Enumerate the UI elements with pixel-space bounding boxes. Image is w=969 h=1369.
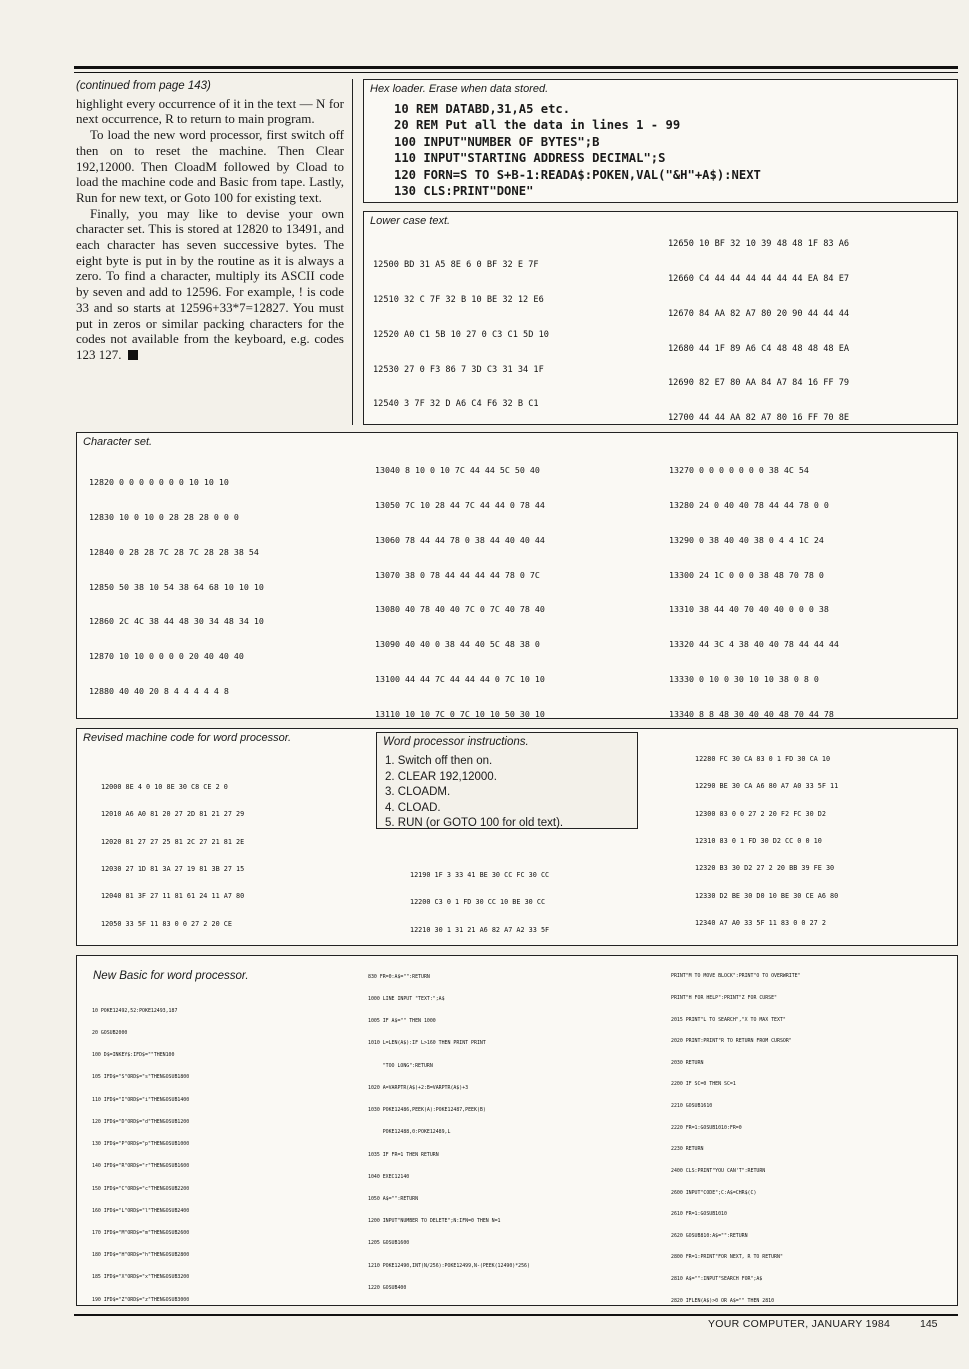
code-line: 185 IFD$="X"ORD$="x"THENGOSUB3200 — [92, 1274, 190, 1281]
hex-loader-title: Hex loader. Erase when data stored. — [370, 83, 549, 95]
code-line: 2230 RETURN — [671, 1146, 704, 1153]
column-divider — [352, 79, 353, 425]
hex-line: 12190 1F 3 33 41 BE 30 CC FC 30 CC — [410, 871, 550, 880]
code-line: 180 IFD$="H"ORD$="h"THENGOSUB2800 — [92, 1252, 190, 1259]
code-line: 2820 IFLEN(A$)>0 OR A$="" THEN 2810 — [671, 1297, 775, 1304]
hex-line: 12660 C4 44 44 44 44 44 44 EA 84 E7 — [668, 273, 850, 284]
code-line: 1020 A=VARPTR(A$)+2:B=VARPTR(A$)+3 — [368, 1084, 469, 1091]
code-line: 10 REM DATABD,31,A5 etc. — [394, 102, 571, 116]
code-line: 100 D$=INKEY$:IFD$=""THEN100 — [92, 1052, 175, 1059]
hex-line: 12700 44 44 AA 82 A7 80 16 FF 70 8E — [668, 413, 850, 424]
hex-line: 13090 40 40 0 38 44 40 5C 48 38 0 — [375, 639, 540, 650]
article-paragraph — [76, 206, 344, 363]
new-basic-box — [76, 955, 958, 1306]
code-line: 120 IFD$="D"ORD$="d"THENGOSUB1200 — [92, 1118, 190, 1125]
hex-line: 12530 27 0 F3 86 7 3D C3 31 34 1F — [373, 364, 544, 375]
hex-line: 13110 10 10 7C 0 7C 10 10 50 30 10 — [375, 708, 545, 719]
hex-line: 12040 81 3F 27 11 81 61 24 11 A7 80 — [101, 892, 245, 901]
hex-line: 13270 0 0 0 0 0 0 0 38 4C 54 — [669, 465, 809, 476]
hex-line: 12030 27 1D 81 3A 27 19 81 3B 27 15 — [101, 865, 245, 874]
end-of-article-mark — [128, 350, 138, 360]
code-line: 20 REM Put all the data in lines 1 - 99 — [394, 118, 681, 133]
code-line: 150 IFD$="C"ORD$="c"THENGOSUB2200 — [92, 1185, 190, 1192]
code-line: 110 INPUT"STARTING ADDRESS DECIMAL";S — [394, 151, 666, 166]
character-set-box — [76, 432, 958, 719]
code-line: 140 IFD$="R"ORD$="r"THENGOSUB1600 — [92, 1163, 190, 1170]
basic-column-1 — [92, 993, 257, 1306]
hex-line: 12320 B3 30 D2 27 2 20 BB 39 FE 30 — [695, 864, 835, 873]
machine-code-middle-column — [410, 853, 549, 946]
lower-case-right-column — [668, 216, 849, 425]
hex-line: 12280 FC 30 CA 83 0 1 FD 30 CA 10 — [695, 755, 831, 764]
lower-case-title: Lower case text. — [370, 215, 451, 227]
code-line: 20 GOSUB2000 — [92, 1030, 128, 1037]
instructions-list — [385, 754, 637, 829]
hex-line: 12870 10 10 0 0 0 0 20 40 40 40 — [89, 651, 244, 662]
hex-line: 13060 78 44 44 78 0 38 44 40 40 44 — [375, 534, 545, 545]
code-line: 1030 POKE12486,PEEK(A):POKE12487,PEEK(B) — [368, 1107, 486, 1114]
article-paragraph: To load the new word processor, first switch off then on to reset the machine. Then Clear 192,12000. Then CloadM followed by Cload to load the machine code and Basic from tape. Lastly, Run for new text, or Goto 100 for existing text. — [76, 127, 344, 205]
new-basic-title: New Basic for word processor. — [93, 970, 249, 982]
lower-case-box — [363, 211, 958, 425]
code-line: 10 POKE12492,52:POKE12493,187 — [92, 1007, 178, 1014]
top-rule-thin — [74, 72, 958, 73]
charset-column-3 — [669, 442, 839, 719]
hex-line: 12860 2C 4C 38 44 48 30 34 48 34 10 — [89, 616, 264, 627]
basic-column-3 — [671, 959, 851, 1306]
code-line: 1205 GOSUB1600 — [368, 1240, 410, 1247]
hex-line: 12200 C3 0 1 FD 30 CC 10 BE 30 CC — [410, 898, 546, 907]
hex-line: 13320 44 3C 4 38 40 40 78 44 44 44 — [669, 639, 839, 650]
hex-line: 13330 0 10 0 30 10 10 38 0 8 0 — [669, 673, 819, 684]
code-line: 1035 IF FR=1 THEN RETURN — [368, 1151, 439, 1158]
hex-line: 12010 A6 A0 81 20 27 2D 81 21 27 29 — [101, 810, 245, 819]
code-line: 1000 LINE INPUT "TEXT:";A$ — [368, 996, 445, 1003]
hex-line: 12510 32 C 7F 32 B 10 BE 32 12 E6 — [373, 294, 544, 305]
code-line: 2810 A$="":INPUT"SEARCH FOR";A$ — [671, 1275, 763, 1282]
code-line: 2400 CLS:PRINT"YOU CAN'T":RETURN — [671, 1167, 766, 1174]
lower-case-left-column — [373, 237, 549, 425]
instruction-item: 1. Switch off then on. — [385, 755, 493, 767]
hex-line: 12880 40 40 20 8 4 4 4 4 4 8 — [89, 685, 229, 696]
hex-line: 12850 50 38 10 54 38 64 68 10 10 10 — [89, 581, 264, 592]
instruction-item: 3. CLOADM. — [385, 786, 451, 798]
code-line: 1050 A$="":RETURN — [368, 1196, 419, 1202]
code-line: 2610 FR=1:GOSUB1010 — [671, 1211, 727, 1218]
hex-line: 12840 0 28 28 7C 28 7C 28 28 38 54 — [89, 546, 259, 557]
hex-line: 13300 24 1C 0 0 0 38 48 70 78 0 — [669, 569, 824, 580]
article-paragraph: highlight every occurrence of it in the text — N for next occurrence, R to return to main program. — [76, 95, 344, 127]
code-line: 2800 FR=1:PRINT"FOR NEXT, R TO RETURN" — [671, 1254, 783, 1261]
code-line: 2030 RETURN — [671, 1059, 704, 1066]
hex-line: 12690 82 E7 80 AA 84 A7 84 16 FF 79 — [668, 378, 850, 389]
continued-note: (continued from page 143) — [76, 80, 211, 92]
hex-line: 12500 BD 31 A5 8E 6 0 BF 32 E 7F — [373, 260, 539, 271]
code-line: 1010 L=LEN(A$):IF L>160 THEN PRINT PRINT — [368, 1040, 486, 1047]
code-line: PRINT"M TO MOVE BLOCK":PRINT"O TO OVERWRITE" — [671, 973, 801, 980]
hex-line: 13280 24 0 40 40 78 44 44 78 0 0 — [669, 499, 829, 510]
charset-column-2 — [375, 442, 545, 719]
hex-line: 13080 40 78 40 40 7C 0 7C 40 78 40 — [375, 604, 545, 615]
page-number: 145 — [920, 1318, 938, 1330]
code-line: 830 FR=0:A$="":RETURN — [368, 973, 430, 980]
hex-line: 13070 38 0 78 44 44 44 44 78 0 7C — [375, 569, 540, 580]
code-line: "TOO LONG":RETURN — [368, 1062, 433, 1069]
code-line: 190 IFD$="Z"ORD$="z"THENGOSUB3000 — [92, 1296, 190, 1303]
hex-line: 12050 33 5F 11 83 0 0 27 2 20 CE — [101, 919, 232, 928]
code-line: 1200 INPUT"NUMBER TO DELETE";N:IFN=0 THEN N=1 — [368, 1218, 501, 1225]
basic-column-2 — [368, 959, 539, 1306]
code-line: 2620 GOSUB810:A$="":RETURN — [671, 1232, 748, 1239]
code-line: 2210 GOSUB1610 — [671, 1103, 713, 1110]
code-line: 170 IFD$="M"ORD$="m"THENGOSUB2600 — [92, 1230, 190, 1236]
code-line: 130 CLS:PRINT"DONE" — [394, 184, 534, 199]
hex-line: 13340 8 8 48 30 40 40 48 70 44 78 — [669, 708, 834, 719]
instruction-item: 2. CLEAR 192,12000. — [385, 770, 497, 783]
code-line: 1040 EXEC12140 — [368, 1173, 410, 1180]
hex-line: 12830 10 0 10 0 28 28 28 0 0 0 — [89, 511, 239, 522]
code-line: 100 INPUT"NUMBER OF BYTES";B — [394, 134, 600, 149]
article-text-column — [76, 79, 344, 363]
hex-line: 12680 44 1F 89 A6 C4 48 48 48 48 EA — [668, 343, 850, 354]
hex-line: 12670 84 AA 82 A7 80 20 90 44 44 44 — [668, 308, 850, 319]
hex-line: 13310 38 44 40 70 40 40 0 0 0 38 — [669, 604, 829, 615]
hex-line: 12300 83 0 0 27 2 20 F2 FC 30 D2 — [695, 809, 826, 818]
code-line: 105 IFD$="S"ORD$="s"THENGOSUB1800 — [92, 1074, 190, 1081]
hex-line: 12520 A0 C1 5B 10 27 0 C3 C1 5D 10 — [373, 329, 549, 340]
hex-line: 12310 83 0 1 FD 30 D2 CC 0 0 10 — [695, 837, 822, 846]
machine-code-right-column — [695, 737, 838, 946]
code-line: 130 IFD$="P"ORD$="p"THENGOSUB1000 — [92, 1141, 190, 1148]
hex-line: 12000 8E 4 0 10 8E 30 C8 CE 2 0 — [101, 783, 228, 792]
hex-loader-box — [363, 79, 958, 203]
article-paragraph-text: Finally, you may like to devise your own character set. This is stored at 12820 to 13491, and each character has seven successive bytes. The eight byte is put in by the routine as it is always a zero. To find a character, multiply its ASCII code by seven and add to 12596. For example, ! is code 33 and so starts at 12596+33*7=12827. You must put in zeros or similar packing characters for the codes not available from the keyboard, e.g. codes 123 127. — [76, 205, 344, 362]
hex-line: 12330 D2 BE 30 D0 10 BE 30 CE A6 80 — [695, 891, 839, 900]
code-line: 2600 INPUT"CODE";C:A$=CHR$(C) — [671, 1189, 757, 1196]
instruction-item: 4. CLOAD. — [385, 801, 441, 814]
magazine-footer: YOUR COMPUTER, JANUARY 1984 — [708, 1318, 891, 1330]
code-line: 2200 IF SC=0 THEN SC=1 — [671, 1081, 736, 1088]
machine-code-left-column — [101, 765, 244, 946]
hex-line: 12290 BE 30 CA A6 80 A7 A0 33 5F 11 — [695, 782, 839, 791]
code-line: 2220 FR=1:GOSUB1010:FR=0 — [671, 1124, 742, 1131]
code-line: PRINT"H FOR HELP":PRINT"Z FOR CURSE" — [671, 995, 777, 1002]
hex-line: 13290 0 38 40 40 38 0 4 4 1C 24 — [669, 534, 824, 545]
charset-column-1 — [89, 454, 264, 719]
hex-line: 12340 A7 A0 33 5F 11 83 0 0 27 2 — [695, 918, 826, 927]
code-line: 1005 IF A$="" THEN 1000 — [368, 1018, 436, 1025]
top-rule — [74, 66, 958, 69]
character-set-title: Character set. — [83, 436, 153, 448]
code-line: 160 IFD$="L"ORD$="l"THENGOSUB2400 — [92, 1207, 190, 1214]
hex-line: 13040 8 10 0 10 7C 44 44 5C 50 40 — [375, 465, 540, 476]
code-line: 2020 PRINT:PRINT"R TO RETURN FROM CURSOR" — [671, 1038, 792, 1045]
instructions-box — [376, 732, 638, 829]
instructions-title: Word processor instructions. — [383, 736, 529, 748]
hex-line: 13050 7C 10 28 44 7C 44 44 0 78 44 — [375, 499, 545, 510]
code-line: 2015 PRINT"L TO SEARCH","X TO MAX TEXT" — [671, 1016, 786, 1023]
code-line: 1220 GOSUB400 — [368, 1284, 407, 1291]
instruction-item: 5. RUN (or GOTO 100 for old text). — [385, 817, 564, 829]
hex-line: 12820 0 0 0 0 0 0 0 10 10 10 — [89, 477, 229, 488]
hex-line: 12020 81 27 27 25 81 2C 27 21 81 2E — [101, 837, 245, 846]
code-line: POKE12488,0:POKE12489,L — [368, 1129, 451, 1136]
code-line: 1210 POKE12490,INT(N/256):POKE12499,N-(PEEK(12490)*256) — [368, 1262, 530, 1269]
hex-line: 13100 44 44 7C 44 44 44 0 7C 10 10 — [375, 673, 545, 684]
code-line: 120 FORN=S TO S+B-1:READA$:POKEN,VAL("&H"+A$):NEXT — [394, 167, 761, 182]
machine-code-title: Revised machine code for word processor. — [83, 732, 292, 744]
code-line: 110 IFD$="I"ORD$="i"THENGOSUB1400 — [92, 1096, 190, 1103]
hex-line: 12540 3 7F 32 D A6 C4 F6 32 B C1 — [373, 399, 539, 410]
hex-line: 12210 30 1 31 21 A6 82 A7 A2 33 5F — [410, 925, 550, 934]
bottom-rule — [74, 1314, 958, 1316]
hex-line: 12650 10 BF 32 10 39 48 48 1F 83 A6 — [668, 239, 850, 250]
hex-loader-code — [394, 101, 957, 199]
